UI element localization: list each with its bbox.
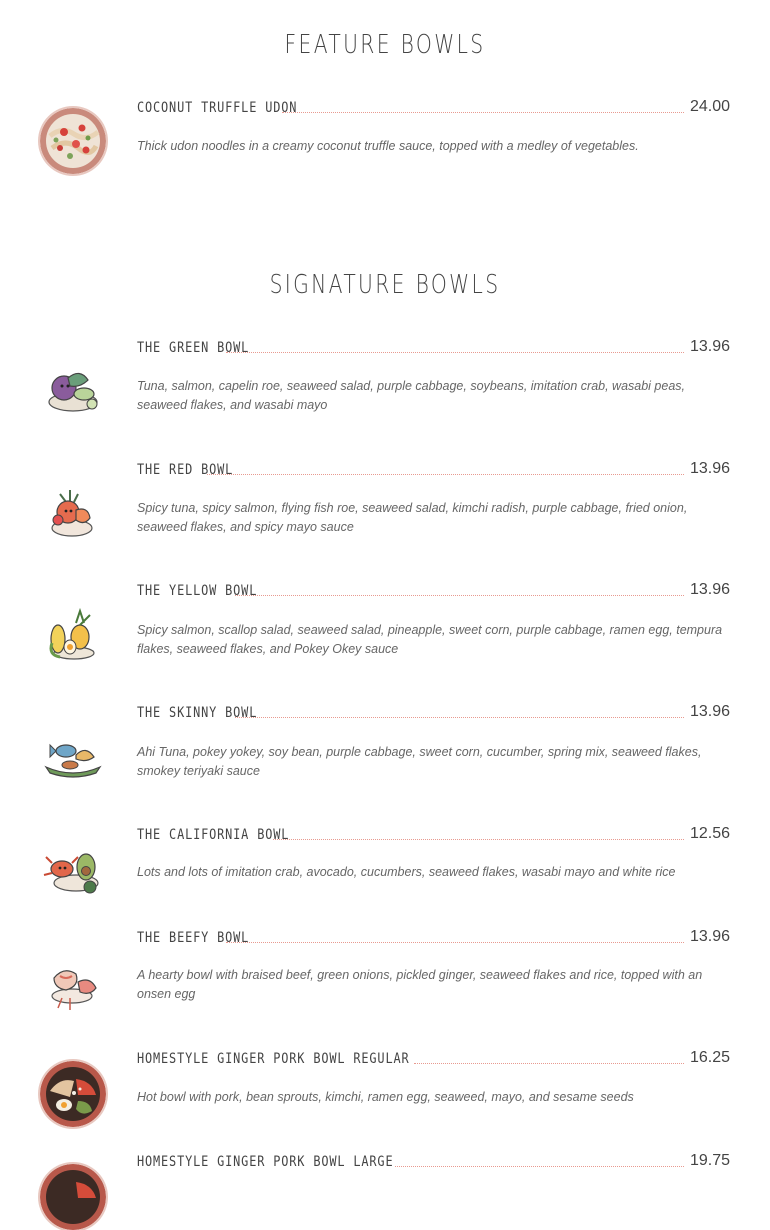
menu-item-name: THE BEEFY BOWL [137, 930, 250, 946]
menu-item-price: 13.96 [689, 460, 730, 477]
leader-dots [395, 1166, 684, 1167]
leader-dots [226, 352, 684, 353]
menu-item-name: THE SKINNY BOWL [137, 705, 258, 721]
menu-item-header [137, 1150, 730, 1170]
menu-item-price: 13.96 [689, 928, 730, 945]
ginger-pork-photo-icon [40, 1164, 106, 1230]
menu-item-price: 16.25 [689, 1049, 730, 1066]
menu-item-name: THE CALIFORNIA BOWL [137, 827, 290, 843]
menu-item-header [137, 96, 730, 116]
menu-item-price: 13.96 [689, 581, 730, 598]
leader-dots [235, 595, 684, 596]
menu-item-header [137, 701, 730, 721]
menu-item-description: Spicy tuna, spicy salmon, flying fish roe, seaweed salad, kimchi radish, purple cabbage, fried onion, seaweed flakes, and spicy mayo sauce [137, 501, 688, 534]
skinny-bowl-illustration-icon [40, 725, 106, 791]
menu-item-name: THE YELLOW BOWL [137, 583, 258, 599]
menu-item-header [137, 823, 730, 843]
menu-item-header [137, 1047, 730, 1067]
menu-item-name: HOMESTYLE GINGER PORK BOWL REGULAR [137, 1051, 410, 1067]
menu-item-price: 13.96 [689, 338, 730, 355]
menu-item-name: COCONUT TRUFFLE UDON [137, 100, 298, 116]
leader-dots [226, 942, 684, 943]
leader-dots [273, 839, 684, 840]
ginger-pork-photo-icon [40, 1061, 106, 1127]
menu-item-description: Thick udon noodles in a creamy coconut truffle sauce, topped with a medley of vegetables. [137, 139, 639, 153]
red-bowl-illustration-icon [40, 480, 106, 546]
california-bowl-illustration-icon [40, 839, 106, 905]
menu-item-description: Spicy salmon, scallop salad, seaweed salad, pineapple, sweet corn, purple cabbage, ramen egg, tempura flakes, seaweed flakes, and Pokey Okey sauce [137, 623, 723, 656]
menu-item-price: 19.75 [689, 1152, 730, 1169]
menu-item-price: 24.00 [689, 98, 730, 115]
udon-photo-icon [40, 108, 106, 174]
section-title-signature-bowls: SIGNATURE BOWLS [269, 270, 501, 300]
leader-dots [235, 717, 684, 718]
leader-dots [282, 112, 684, 113]
menu-item-header [137, 926, 730, 946]
yellow-bowl-illustration-icon [40, 603, 106, 669]
menu-item-name: THE GREEN BOWL [137, 340, 250, 356]
menu-item-price: 13.96 [689, 703, 730, 720]
menu-item-header [137, 336, 730, 356]
section-title-feature-bowls: FEATURE BOWLS [284, 30, 486, 60]
menu-item-description: Ahi Tuna, pokey yokey, soy bean, purple cabbage, sweet corn, cucumber, spring mix, seaweed flakes, smokey teriyaki sauce [137, 745, 702, 778]
menu-item-description: A hearty bowl with braised beef, green onions, pickled ginger, seaweed flakes and rice, topped with an onsen egg [137, 968, 703, 1001]
menu-item-header [137, 579, 730, 599]
menu-item-header [137, 458, 730, 478]
leader-dots [414, 1063, 684, 1064]
menu-item-name: THE RED BOWL [137, 462, 234, 478]
green-bowl-illustration-icon [40, 358, 106, 424]
beefy-bowl-illustration-icon [40, 952, 106, 1018]
menu-item-description: Hot bowl with pork, bean sprouts, kimchi, ramen egg, seaweed, mayo, and sesame seeds [137, 1090, 634, 1104]
menu-item-description: Lots and lots of imitation crab, avocado, cucumbers, seaweed flakes, wasabi mayo and white rice [137, 865, 676, 879]
menu-item-description: Tuna, salmon, capelin roe, seaweed salad, purple cabbage, soybeans, imitation crab, wasabi peas, seaweed flakes, and wasabi mayo [137, 379, 686, 412]
menu-item-name: HOMESTYLE GINGER PORK BOWL LARGE [137, 1154, 394, 1170]
menu-item-price: 12.56 [689, 825, 730, 842]
leader-dots [207, 474, 684, 475]
